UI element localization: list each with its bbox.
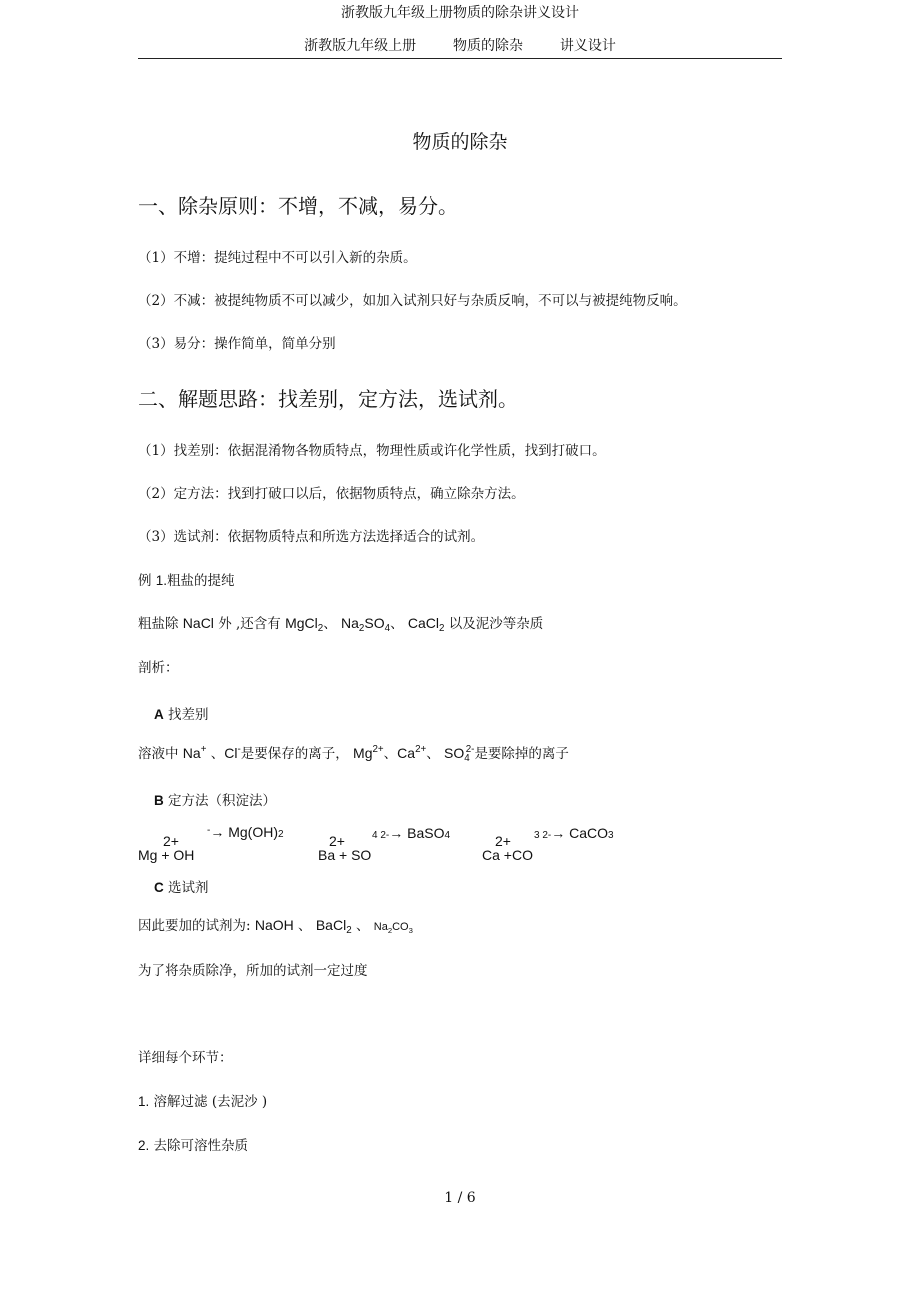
- eq1-product: -→ Mg(OH)2: [207, 824, 284, 840]
- reagent-list: 因此要加的试剂为: NaOH 、 BaCl$_2$ 、 $Na_2CO_3$: [138, 917, 413, 936]
- step-c-heading: C 选试剂: [154, 880, 209, 896]
- section2-heading: 二、解题思路：找差别，定方法，选试剂。: [138, 387, 518, 411]
- section1-item-3: （3）易分：操作简单，简单分别: [138, 336, 336, 352]
- eq3-product: 3 2-→ CaCO3: [534, 825, 614, 841]
- eq3-reactants: Ca +CO: [482, 847, 533, 863]
- details-step-2: 2. 去除可溶性杂质: [138, 1138, 249, 1154]
- step-a-heading: A 找差别: [154, 707, 209, 723]
- running-header-title: 浙教版九年级上册物质的除杂讲义设计: [341, 5, 579, 21]
- eq1-reactants: Mg + OH: [138, 847, 195, 863]
- excess-note: 为了将杂质除净，所加的试剂一定过度: [138, 963, 368, 979]
- header-topic: 物质的除杂: [453, 38, 523, 54]
- eq2-ba-charge: 2+: [329, 833, 345, 849]
- section1-item-1: （1）不增：提纯过程中不可以引入新的杂质。: [138, 250, 417, 266]
- example-label: 例 1.粗盐的提纯: [138, 573, 235, 589]
- eq2-reactants: Ba + SO: [318, 847, 372, 863]
- step-b-heading: B 定方法（积淀法）: [154, 793, 277, 809]
- section1-item-2: （2）不减：被提纯物质不可以减少，如加入试剂只好与杂质反响，不可以与被提纯物反响。: [138, 293, 687, 309]
- analysis-label: 剖析：: [138, 660, 179, 676]
- running-header-subtitle: [0, 35, 920, 55]
- header-grade: 浙教版九年级上册: [304, 38, 417, 54]
- section2-item-3: （3）选试剂：依据物质特点和所选方法选择适合的试剂。: [138, 529, 485, 545]
- details-heading: 详细每个环节：: [138, 1050, 233, 1066]
- section1-heading: 一、除杂原则：不增，不减，易分。: [138, 194, 458, 218]
- crude-salt-composition: 粗盐除 NaCl 外 ,还含有 MgCl$_2$、 $Na_2SO_4$、 CaCl$_2$ 以及泥沙等杂质: [138, 615, 544, 634]
- section2-item-2: （2）定方法：找到打破口以后，依据物质特点，确立除杂方法。: [138, 486, 525, 502]
- eq1-mg-charge: 2+: [163, 833, 179, 849]
- eq3-ca-charge: 2+: [495, 833, 511, 849]
- section2-item-1: （1）找差别：依据混淆物各物质特点，物理性质或许化学性质，找到打破口。: [138, 443, 606, 459]
- details-step-1: 1. 溶解过滤 (去泥沙 ): [138, 1094, 268, 1110]
- ion-analysis: 溶液中 Na+ 、Cl-是要保存的离子， $Mg^{2+}$、$Ca^{2+}$、 $SO_4^{2-}$是要除掉的离子: [138, 744, 569, 764]
- eq2-product: 4 2-→ BaSO4: [372, 825, 451, 841]
- page-number: 1 / 6: [444, 1190, 476, 1206]
- header-divider: [138, 58, 782, 59]
- header-type: 讲义设计: [559, 38, 616, 54]
- page-title: 物质的除杂: [412, 131, 508, 153]
